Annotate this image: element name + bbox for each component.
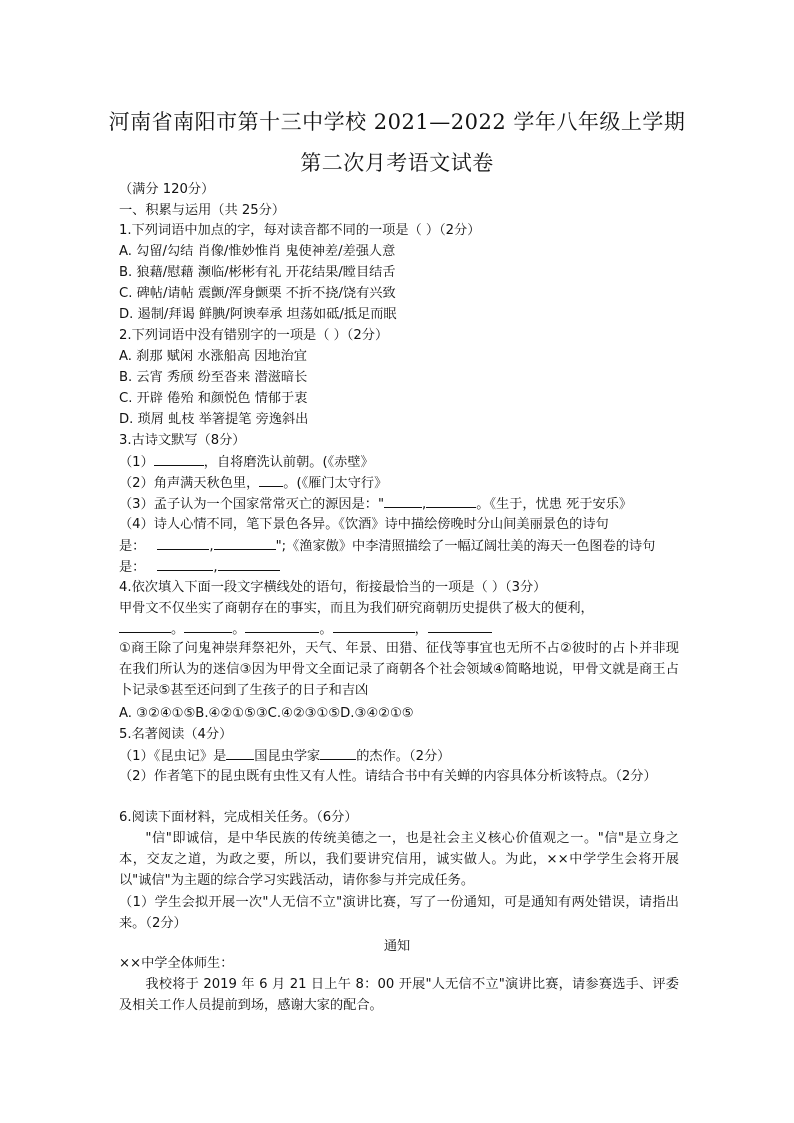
answer-blank[interactable] — [157, 558, 213, 571]
answer-blank[interactable] — [218, 558, 280, 571]
exam-title-line2: 第二次月考语文试卷 — [300, 151, 494, 175]
q3-item-4-comma: , — [209, 539, 214, 554]
q5-item-1-text: （1）《昆虫记》是 — [119, 749, 227, 764]
answer-blank[interactable] — [333, 620, 415, 633]
answer-blank[interactable] — [428, 620, 492, 633]
q3-item-1-prefix: （1） — [119, 455, 154, 470]
q1-option-a: A. 勾留/勾结 肖像/惟妙惟肖 鬼使神差/差强人意 — [119, 244, 396, 259]
q3-item-1 — [119, 453, 679, 472]
score-note: （满分 120分） — [119, 182, 215, 197]
answer-blank[interactable] — [226, 747, 254, 760]
q1-stem: 1.下列词语中加点的字，每对读音都不同的一项是（ ）（2分） — [119, 223, 481, 238]
q6-material: "信"即诚信，是中华民族的传统美德之一，也是社会主义核心价值观之一。"信"是立身之本，交友之道，为政之要，所以，我们要讲究信用，诚实做人。为此，××中学学生会将开展以"诚信"为主题的综合学习实践活动，请你参与并完成任务。 — [119, 831, 679, 888]
notice-title: 通知 — [383, 939, 411, 954]
section-heading: 一、积累与运用（共 25分） — [119, 203, 286, 218]
answer-blank[interactable] — [384, 495, 422, 508]
q2-option-c: C. 开辟 倦殆 和颜悦色 情郁于衷 — [119, 391, 308, 406]
q3-item-1-text: ，自将磨洗认前朝。(《赤壁》 — [203, 455, 374, 470]
q1-option-d: D. 遏制/拜谒 鲜腆/阿谀奉承 坦荡如砥/抵足而眠 — [119, 307, 397, 322]
q3-stem: 3.古诗文默写（8分） — [119, 433, 246, 448]
q5-item-1 — [119, 747, 679, 766]
q4-period: 。 — [232, 622, 246, 637]
answer-blank[interactable] — [245, 620, 319, 633]
answer-blank[interactable] — [154, 453, 204, 466]
q3-item-3-comma: , — [422, 497, 427, 512]
answer-blank[interactable] — [184, 620, 232, 633]
q2-option-b: B. 云宵 秀颀 纷至沓来 潜滋暗长 — [119, 370, 308, 385]
q5-item-1-mid: 国昆虫学家 — [254, 749, 321, 764]
answer-blank[interactable] — [214, 537, 276, 550]
answer-blank[interactable] — [426, 495, 476, 508]
q2-stem: 2.下列词语中没有错别字的一项是（ ）（2分） — [119, 328, 389, 343]
q3-item-4-line1: （4）诗人心情不同，笔下景色各异。《饮酒》诗中描绘傍晚时分山间美丽景色的诗句 — [119, 517, 609, 532]
q3-item-4-line2 — [119, 537, 679, 556]
answer-blank[interactable] — [157, 537, 209, 550]
q3-item-2-source: 。(《雁门太守行》 — [283, 476, 388, 491]
q4-sentence-options: ①商王除了问鬼神崇拜祭祀外，天气、年景、田猎、征伐等事宜也无所不占②彼时的占卜并非现在我们所认为的迷信③因为甲骨文全面记录了商朝各个社会领域④简略地说，甲骨文就是商王占卜记录⑤甚至还问到了生孩子的日子和吉凶 — [119, 641, 679, 698]
q6-task-1: （1）学生会拟开展一次"人无信不立"演讲比赛，写了一份通知，可是通知有两处错误，请指出来。（2分） — [119, 895, 679, 931]
exam-title-line1: 河南省南阳市第十三中学校 2021—2022 学年八年级上学期 — [108, 110, 686, 134]
q3-item-4-prefix: 是： — [119, 539, 146, 554]
q4-period: 。 — [319, 622, 333, 637]
q5-item-1-post: 的杰作。（2分） — [356, 749, 451, 764]
q5-item-2: （2）作者笔下的昆虫既有虫性又有人性。请结合书中有关蝉的内容具体分析该特点。（2分） — [119, 769, 657, 784]
q4-period: 。 — [171, 622, 185, 637]
q3-item-4-line3 — [119, 558, 679, 577]
q4-comma: ， — [414, 622, 428, 637]
q3-item-3 — [119, 495, 679, 514]
answer-blank[interactable] — [320, 747, 356, 760]
q4-blank-row — [119, 620, 679, 639]
q4-passage: 甲骨文不仅坐实了商朝存在的事实，而且为我们研究商朝历史提供了极大的便利， — [119, 601, 594, 616]
answer-blank[interactable] — [259, 474, 283, 487]
q2-option-d: D. 琐屑 虬枝 举箸提笔 旁逸斜出 — [119, 412, 309, 427]
notice-body: 我校将于 2019 年 6 月 21 日上午 8：00 开展"人无信不立"演讲比赛，请参赛选手、评委及相关工作人员提前到场，感谢大家的配合。 — [119, 977, 679, 1013]
q3-item-2-text: （2）角声满天秋色里， — [119, 476, 260, 491]
q3-item-2 — [119, 474, 679, 493]
q3-item-4-text: ";《渔家傲》中李清照描绘了一幅辽阔壮美的海天一色图卷的诗句 — [275, 539, 656, 554]
q2-option-a: A. 刹那 赋闲 水涨船高 因地治宜 — [119, 349, 307, 364]
answer-blank[interactable] — [119, 620, 171, 633]
q3-item-4-comma-2: , — [213, 560, 218, 575]
q6-stem: 6.阅读下面材料，完成相关任务。（6分） — [119, 810, 358, 825]
q5-stem: 5.名著阅读（4分） — [119, 727, 233, 742]
q1-option-b: B. 狼藉/慰藉 濒临/彬彬有礼 开花结果/瞠目结舌 — [119, 265, 396, 280]
q3-item-3-text: （3）孟子认为一个国家常常灭亡的源因是：" — [119, 497, 385, 512]
q4-stem: 4.依次填入下面一段文字横线处的语句，衔接最恰当的一项是（ ）（3分） — [119, 580, 547, 595]
q1-option-c: C. 碑帖/请帖 震颤/浑身颤栗 不折不挠/饶有兴致 — [119, 286, 396, 301]
q3-item-4-prefix-2: 是： — [119, 560, 146, 575]
q4-choices: A. ③②④①⑤B.④②①⑤③C.④②③①⑤D.③④②①⑤ — [119, 706, 414, 721]
q3-item-3-source: 。《生于，忧患 死于安乐》 — [476, 497, 633, 512]
notice-recipient: ××中学全体师生： — [119, 956, 234, 971]
